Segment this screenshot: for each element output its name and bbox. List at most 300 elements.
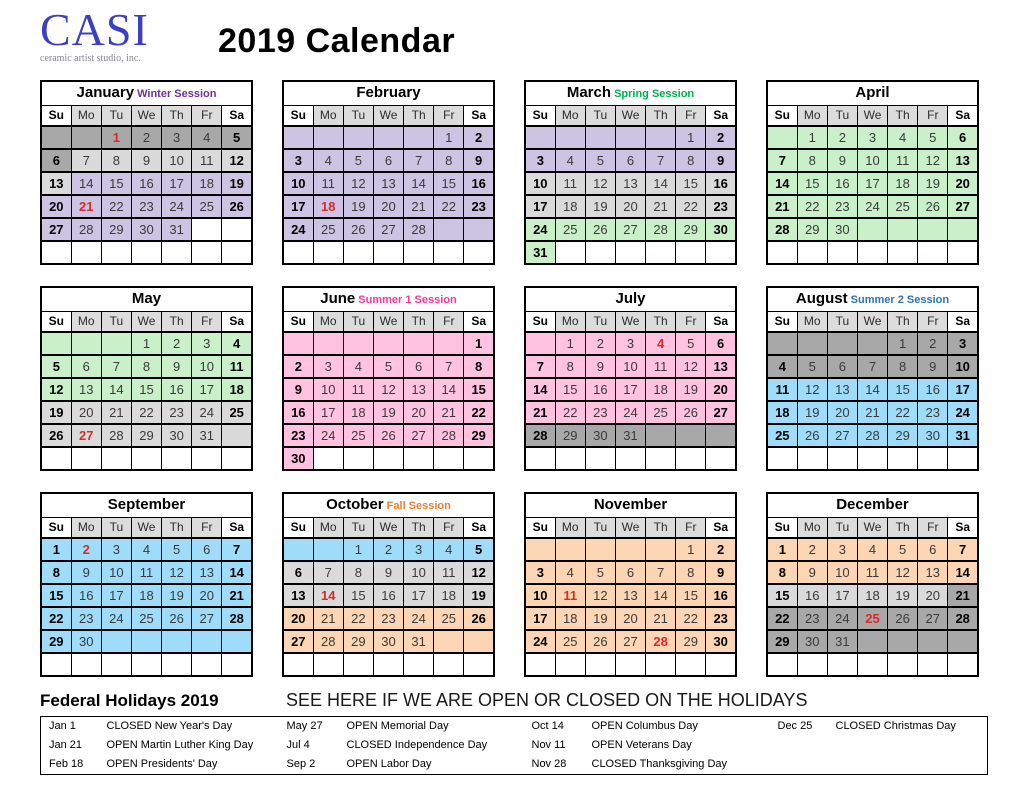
date-cell <box>162 241 192 264</box>
holidays-note: SEE HERE IF WE ARE OPEN OR CLOSED ON THE HOLIDAYS <box>286 689 808 710</box>
day-header-we: We <box>857 517 887 538</box>
day-header-tu: Tu <box>827 517 857 538</box>
date-cell: 2 <box>797 538 827 561</box>
date-cell <box>827 241 857 264</box>
date-cell <box>283 126 313 149</box>
date-cell <box>706 653 736 676</box>
date-cell: 9 <box>827 149 857 172</box>
day-header-mo: Mo <box>71 105 101 126</box>
date-cell: 3 <box>283 149 313 172</box>
date-cell: 8 <box>888 355 918 378</box>
date-cell: 22 <box>555 401 585 424</box>
month-title <box>767 81 978 106</box>
date-cell: 28 <box>434 424 464 447</box>
date-cell: 3 <box>192 332 222 355</box>
date-cell: 7 <box>948 538 978 561</box>
day-header-th: Th <box>404 517 434 538</box>
date-cell: 1 <box>767 538 797 561</box>
date-cell: 8 <box>343 561 373 584</box>
date-cell: 5 <box>464 538 494 561</box>
month-calendar-september <box>40 492 253 677</box>
day-header-sa: Sa <box>948 311 978 332</box>
month-title <box>525 81 736 106</box>
date-cell <box>525 332 555 355</box>
date-cell: 29 <box>767 630 797 653</box>
date-cell <box>313 447 343 470</box>
date-cell: 20 <box>373 195 403 218</box>
holiday-description: CLOSED Independence Day <box>346 739 488 752</box>
month-title <box>41 81 252 106</box>
date-cell <box>404 447 434 470</box>
date-cell: 12 <box>162 561 192 584</box>
date-cell <box>101 332 131 355</box>
day-header-fr: Fr <box>192 517 222 538</box>
date-cell-holiday: 21 <box>71 195 101 218</box>
holiday-date: Nov 11 <box>531 739 566 752</box>
date-cell <box>434 447 464 470</box>
date-cell: 4 <box>131 538 161 561</box>
date-cell: 18 <box>555 195 585 218</box>
date-cell: 22 <box>676 607 706 630</box>
date-cell: 19 <box>343 195 373 218</box>
date-cell: 15 <box>767 584 797 607</box>
date-cell <box>615 126 645 149</box>
date-cell <box>313 538 343 561</box>
date-cell: 24 <box>192 401 222 424</box>
date-cell: 18 <box>646 378 676 401</box>
date-cell: 29 <box>676 218 706 241</box>
date-cell <box>71 332 101 355</box>
day-header-tu: Tu <box>343 517 373 538</box>
date-cell: 13 <box>71 378 101 401</box>
day-header-th: Th <box>888 517 918 538</box>
date-cell: 6 <box>71 355 101 378</box>
date-cell: 19 <box>373 401 403 424</box>
date-cell: 24 <box>615 401 645 424</box>
date-cell: 7 <box>525 355 555 378</box>
holiday-row <box>41 736 988 755</box>
date-cell: 7 <box>857 355 887 378</box>
day-header-we: We <box>373 105 403 126</box>
date-cell: 29 <box>41 630 71 653</box>
date-cell <box>343 241 373 264</box>
date-cell <box>706 424 736 447</box>
date-cell: 22 <box>797 195 827 218</box>
date-cell: 23 <box>131 195 161 218</box>
date-cell: 21 <box>767 195 797 218</box>
date-cell <box>283 653 313 676</box>
date-cell: 20 <box>283 607 313 630</box>
date-cell: 25 <box>888 195 918 218</box>
day-header-we: We <box>131 517 161 538</box>
date-cell <box>676 653 706 676</box>
date-cell: 17 <box>313 401 343 424</box>
date-cell: 27 <box>41 218 71 241</box>
date-cell: 29 <box>555 424 585 447</box>
date-cell: 10 <box>525 584 555 607</box>
date-cell <box>343 447 373 470</box>
date-cell: 6 <box>192 538 222 561</box>
date-cell <box>585 447 615 470</box>
day-header-th: Th <box>404 105 434 126</box>
day-header-fr: Fr <box>676 105 706 126</box>
date-cell: 19 <box>918 172 948 195</box>
date-cell: 24 <box>857 195 887 218</box>
date-cell <box>41 126 71 149</box>
date-cell: 5 <box>918 126 948 149</box>
date-cell: 4 <box>343 355 373 378</box>
date-cell: 2 <box>827 126 857 149</box>
day-header-mo: Mo <box>555 105 585 126</box>
date-cell <box>827 653 857 676</box>
date-cell: 4 <box>767 355 797 378</box>
day-header-su: Su <box>283 105 313 126</box>
date-cell: 14 <box>948 561 978 584</box>
date-cell: 27 <box>373 218 403 241</box>
date-cell: 26 <box>222 195 252 218</box>
date-cell: 28 <box>767 218 797 241</box>
date-cell: 5 <box>222 126 252 149</box>
date-cell <box>404 126 434 149</box>
date-cell: 23 <box>71 607 101 630</box>
date-cell: 12 <box>222 149 252 172</box>
date-cell: 13 <box>192 561 222 584</box>
day-header-mo: Mo <box>313 517 343 538</box>
date-cell: 31 <box>162 218 192 241</box>
date-cell: 25 <box>131 607 161 630</box>
date-cell: 29 <box>676 630 706 653</box>
date-cell <box>525 538 555 561</box>
date-cell: 20 <box>706 378 736 401</box>
date-cell: 17 <box>404 584 434 607</box>
date-cell: 24 <box>525 630 555 653</box>
month-title <box>767 287 978 312</box>
day-header-we: We <box>373 517 403 538</box>
date-cell: 8 <box>101 149 131 172</box>
day-header-th: Th <box>888 105 918 126</box>
date-cell <box>131 653 161 676</box>
date-cell <box>888 241 918 264</box>
date-cell: 7 <box>646 561 676 584</box>
date-cell: 1 <box>343 538 373 561</box>
date-cell: 13 <box>373 172 403 195</box>
date-cell: 18 <box>434 584 464 607</box>
date-cell <box>222 653 252 676</box>
date-cell: 17 <box>101 584 131 607</box>
date-cell: 30 <box>585 424 615 447</box>
date-cell: 10 <box>857 149 887 172</box>
date-cell: 1 <box>555 332 585 355</box>
date-cell: 7 <box>646 149 676 172</box>
day-header-fr: Fr <box>192 311 222 332</box>
federal-holidays-table <box>40 716 988 775</box>
date-cell <box>615 538 645 561</box>
date-cell <box>948 218 978 241</box>
month-title <box>283 493 494 518</box>
date-cell <box>615 241 645 264</box>
date-cell: 8 <box>797 149 827 172</box>
date-cell <box>646 126 676 149</box>
date-cell <box>222 218 252 241</box>
month-name: September <box>107 496 186 514</box>
date-cell: 2 <box>918 332 948 355</box>
holiday-description <box>828 736 988 755</box>
month-title <box>525 287 736 312</box>
date-cell: 1 <box>131 332 161 355</box>
date-cell: 15 <box>888 378 918 401</box>
date-cell: 24 <box>313 424 343 447</box>
date-cell <box>192 630 222 653</box>
date-cell: 11 <box>343 378 373 401</box>
date-cell: 10 <box>313 378 343 401</box>
date-cell <box>222 630 252 653</box>
date-cell: 23 <box>706 607 736 630</box>
month-calendar-may <box>40 286 253 471</box>
date-cell <box>615 653 645 676</box>
day-header-we: We <box>857 311 887 332</box>
date-cell <box>646 538 676 561</box>
day-header-sa: Sa <box>706 311 736 332</box>
date-cell: 8 <box>555 355 585 378</box>
date-cell: 15 <box>434 172 464 195</box>
date-cell: 28 <box>948 607 978 630</box>
date-cell: 15 <box>131 378 161 401</box>
date-cell <box>888 447 918 470</box>
date-cell: 3 <box>857 126 887 149</box>
date-cell <box>555 447 585 470</box>
date-cell <box>343 653 373 676</box>
date-cell: 20 <box>827 401 857 424</box>
date-cell: 23 <box>373 607 403 630</box>
date-cell: 3 <box>313 355 343 378</box>
session-label: Summer 2 Session <box>847 294 950 307</box>
date-cell: 3 <box>948 332 978 355</box>
date-cell <box>646 447 676 470</box>
day-header-mo: Mo <box>797 105 827 126</box>
date-cell: 10 <box>525 172 555 195</box>
date-cell: 19 <box>162 584 192 607</box>
holiday-description: OPEN Veterans Day <box>591 739 692 752</box>
month-title <box>525 493 736 518</box>
date-cell <box>857 447 887 470</box>
date-cell <box>585 538 615 561</box>
date-cell <box>585 241 615 264</box>
day-header-sa: Sa <box>948 105 978 126</box>
date-cell: 9 <box>131 149 161 172</box>
date-cell: 29 <box>101 218 131 241</box>
holiday-description: OPEN Memorial Day <box>346 720 449 733</box>
federal-holidays-section <box>40 690 1019 775</box>
date-cell <box>434 653 464 676</box>
date-cell: 22 <box>464 401 494 424</box>
date-cell: 5 <box>41 355 71 378</box>
date-cell: 8 <box>676 149 706 172</box>
date-cell: 29 <box>131 424 161 447</box>
date-cell: 17 <box>857 172 887 195</box>
date-cell <box>71 126 101 149</box>
holiday-row <box>41 755 988 775</box>
date-cell: 12 <box>888 561 918 584</box>
month-title <box>41 287 252 312</box>
date-cell <box>313 241 343 264</box>
date-cell <box>464 447 494 470</box>
day-header-sa: Sa <box>706 517 736 538</box>
date-cell <box>918 630 948 653</box>
holiday-description: OPEN Columbus Day <box>591 720 698 733</box>
date-cell: 25 <box>434 607 464 630</box>
date-cell: 14 <box>525 378 555 401</box>
date-cell: 16 <box>827 172 857 195</box>
date-cell: 15 <box>41 584 71 607</box>
date-cell: 3 <box>827 538 857 561</box>
day-header-sa: Sa <box>222 311 252 332</box>
date-cell: 16 <box>464 172 494 195</box>
month-calendar-march <box>524 80 737 265</box>
date-cell: 17 <box>615 378 645 401</box>
date-cell <box>373 126 403 149</box>
date-cell: 31 <box>615 424 645 447</box>
date-cell: 4 <box>555 561 585 584</box>
day-header-fr: Fr <box>192 105 222 126</box>
date-cell: 13 <box>706 355 736 378</box>
date-cell: 21 <box>857 401 887 424</box>
date-cell <box>948 241 978 264</box>
date-cell: 20 <box>41 195 71 218</box>
date-cell: 5 <box>676 332 706 355</box>
date-cell: 14 <box>646 584 676 607</box>
date-cell: 21 <box>434 401 464 424</box>
day-header-su: Su <box>41 105 71 126</box>
date-cell <box>101 630 131 653</box>
date-cell <box>434 241 464 264</box>
date-cell: 20 <box>918 584 948 607</box>
day-header-mo: Mo <box>313 311 343 332</box>
day-header-sa: Sa <box>222 517 252 538</box>
date-cell <box>41 332 71 355</box>
date-cell: 12 <box>585 172 615 195</box>
date-cell: 24 <box>525 218 555 241</box>
date-cell <box>918 653 948 676</box>
date-cell: 19 <box>888 584 918 607</box>
day-header-th: Th <box>646 105 676 126</box>
date-cell: 27 <box>948 195 978 218</box>
date-cell: 6 <box>283 561 313 584</box>
date-cell: 9 <box>585 355 615 378</box>
date-cell <box>555 241 585 264</box>
holiday-description: CLOSED Thanksgiving Day <box>591 758 728 771</box>
date-cell: 25 <box>555 630 585 653</box>
date-cell: 19 <box>222 172 252 195</box>
date-cell: 16 <box>71 584 101 607</box>
date-cell <box>192 653 222 676</box>
date-cell: 1 <box>464 332 494 355</box>
day-header-fr: Fr <box>918 311 948 332</box>
date-cell: 28 <box>857 424 887 447</box>
date-cell: 24 <box>283 218 313 241</box>
day-header-sa: Sa <box>464 517 494 538</box>
day-header-tu: Tu <box>827 105 857 126</box>
month-calendar-august <box>766 286 979 471</box>
day-header-fr: Fr <box>434 105 464 126</box>
date-cell <box>857 630 887 653</box>
date-cell: 20 <box>615 607 645 630</box>
calendar-grid <box>40 80 1019 677</box>
date-cell: 4 <box>313 149 343 172</box>
date-cell: 5 <box>162 538 192 561</box>
day-header-su: Su <box>525 105 555 126</box>
holiday-date: Oct 14 <box>531 720 564 733</box>
date-cell: 16 <box>283 401 313 424</box>
month-name: May <box>131 290 162 308</box>
date-cell <box>162 447 192 470</box>
day-header-su: Su <box>767 105 797 126</box>
date-cell: 29 <box>343 630 373 653</box>
date-cell: 15 <box>464 378 494 401</box>
date-cell <box>857 332 887 355</box>
day-header-th: Th <box>646 311 676 332</box>
date-cell <box>918 218 948 241</box>
date-cell: 9 <box>283 378 313 401</box>
date-cell: 25 <box>646 401 676 424</box>
date-cell <box>464 653 494 676</box>
holiday-description: CLOSED Christmas Day <box>835 720 956 733</box>
date-cell: 8 <box>767 561 797 584</box>
date-cell: 4 <box>192 126 222 149</box>
day-header-fr: Fr <box>918 105 948 126</box>
holiday-row <box>41 716 988 736</box>
date-cell <box>646 424 676 447</box>
date-cell: 3 <box>525 149 555 172</box>
date-cell: 28 <box>222 607 252 630</box>
date-cell: 4 <box>888 126 918 149</box>
date-cell <box>948 447 978 470</box>
date-cell: 16 <box>706 584 736 607</box>
day-header-mo: Mo <box>797 517 827 538</box>
day-header-fr: Fr <box>918 517 948 538</box>
date-cell <box>767 126 797 149</box>
date-cell: 6 <box>948 126 978 149</box>
date-cell: 16 <box>131 172 161 195</box>
month-title <box>283 81 494 106</box>
day-header-we: We <box>857 105 887 126</box>
date-cell: 7 <box>767 149 797 172</box>
date-cell: 27 <box>192 607 222 630</box>
date-cell-holiday: 25 <box>857 607 887 630</box>
date-cell: 30 <box>797 630 827 653</box>
day-header-su: Su <box>41 311 71 332</box>
day-header-th: Th <box>888 311 918 332</box>
date-cell: 12 <box>585 584 615 607</box>
date-cell <box>434 218 464 241</box>
date-cell: 8 <box>131 355 161 378</box>
date-cell: 28 <box>404 218 434 241</box>
date-cell: 21 <box>525 401 555 424</box>
day-header-mo: Mo <box>71 311 101 332</box>
date-cell: 19 <box>464 584 494 607</box>
date-cell: 13 <box>827 378 857 401</box>
date-cell: 27 <box>404 424 434 447</box>
day-header-th: Th <box>646 517 676 538</box>
date-cell: 19 <box>797 401 827 424</box>
date-cell: 5 <box>585 149 615 172</box>
date-cell: 9 <box>706 149 736 172</box>
date-cell: 11 <box>222 355 252 378</box>
date-cell: 7 <box>101 355 131 378</box>
logo-title: CASI <box>40 4 149 55</box>
date-cell: 16 <box>585 378 615 401</box>
date-cell: 17 <box>948 378 978 401</box>
date-cell <box>71 653 101 676</box>
